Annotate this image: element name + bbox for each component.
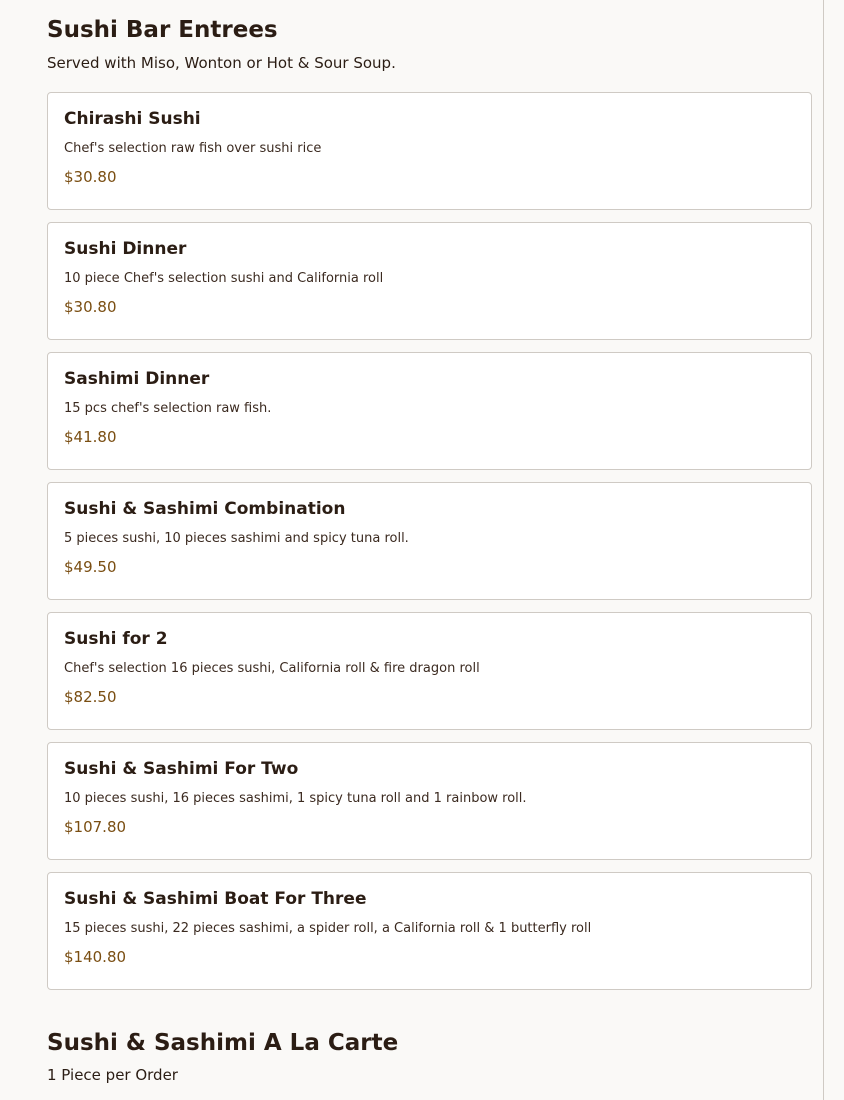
menu-item-sushi-sashimi-for-two[interactable] [47, 742, 812, 860]
item-price: $107.80 [64, 818, 127, 836]
item-description: 10 pieces sushi, 16 pieces sashimi, 1 spicy tuna roll and 1 rainbow roll. [64, 791, 527, 806]
section-title: Sushi Bar Entrees [47, 17, 278, 43]
section-sushi-sashimi-a-la-carte [47, 1028, 812, 1085]
item-description: 15 pieces sushi, 22 pieces sashimi, a spider roll, a California roll & 1 butterfly roll [64, 921, 592, 936]
item-name: Sushi Dinner [64, 239, 187, 259]
item-price: $30.80 [64, 298, 117, 316]
menu-item-sushi-dinner[interactable] [47, 222, 812, 340]
item-description: 5 pieces sushi, 10 pieces sashimi and spicy tuna roll. [64, 531, 409, 546]
section-title: Sushi & Sashimi A La Carte [47, 1030, 399, 1056]
item-description: Chef's selection 16 pieces sushi, California roll & fire dragon roll [64, 661, 480, 676]
item-description: Chef's selection raw fish over sushi rice [64, 141, 322, 156]
item-price: $30.80 [64, 168, 117, 186]
item-price: $140.80 [64, 948, 127, 966]
menu-item-sushi-for-2[interactable] [47, 612, 812, 730]
item-price: $41.80 [64, 428, 117, 446]
item-name: Sushi & Sashimi Combination [64, 499, 346, 519]
scroll-divider [823, 0, 824, 1100]
section-subtitle: 1 Piece per Order [47, 1066, 178, 1084]
menu-item-chirashi-sushi[interactable] [47, 92, 812, 210]
item-price: $82.50 [64, 688, 117, 706]
menu-content [47, 0, 812, 1085]
menu-item-sashimi-dinner[interactable] [47, 352, 812, 470]
item-price: $49.50 [64, 558, 117, 576]
menu-item-sushi-sashimi-combination[interactable] [47, 482, 812, 600]
menu-item-sushi-sashimi-boat-for-three[interactable] [47, 872, 812, 990]
item-name: Sushi & Sashimi For Two [64, 759, 299, 779]
item-description: 10 piece Chef's selection sushi and California roll [64, 271, 384, 286]
section-subtitle: Served with Miso, Wonton or Hot & Sour Soup. [47, 54, 396, 72]
item-name: Sushi & Sashimi Boat For Three [64, 889, 367, 909]
item-name: Sashimi Dinner [64, 369, 210, 389]
section-sushi-bar-entrees [47, 0, 812, 990]
menu-item-list [47, 92, 812, 990]
item-name: Chirashi Sushi [64, 109, 201, 129]
item-description: 15 pcs chef's selection raw fish. [64, 401, 272, 416]
item-name: Sushi for 2 [64, 629, 168, 649]
